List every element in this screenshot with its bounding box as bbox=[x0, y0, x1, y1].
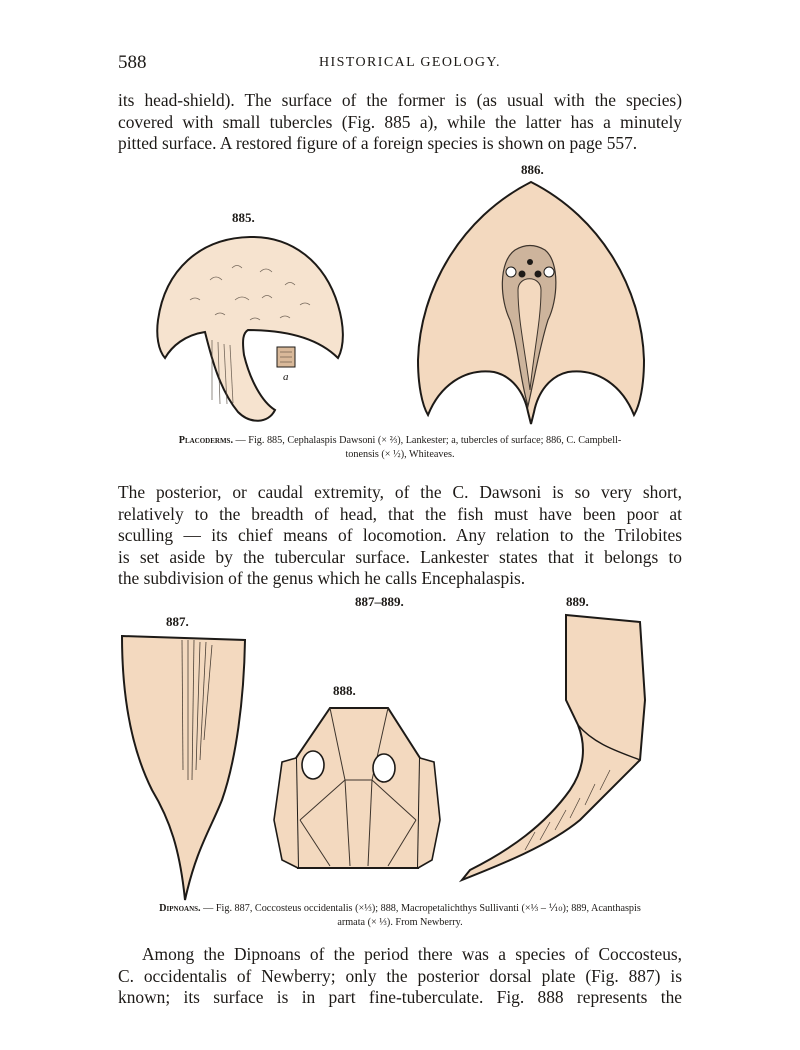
paragraph-line: pitted surface. A restored figure of a foreign species is shown on page 557. bbox=[118, 133, 638, 153]
inset-label-a: a bbox=[283, 371, 289, 383]
paragraph-line: known; its surface is in part fine-tuberculate. Fig. 888 represents the bbox=[118, 987, 682, 1007]
coccosteus-plate-drawing bbox=[122, 636, 245, 900]
figure-label-889: 889. bbox=[566, 594, 589, 609]
paragraph-line: Among the Dipnoans of the period there was a species of Coccosteus, bbox=[142, 944, 682, 964]
caption-text: — Fig. 885, Cephalaspis Dawsoni (× ⅔), Lankester; a, tubercles of surface; 886, C. Campbell- bbox=[233, 435, 622, 446]
caption-dipnoans bbox=[118, 902, 682, 930]
paragraph-line: is set aside by the tubercular surface. Lankester states that it belongs to bbox=[118, 546, 682, 567]
caption-text: — Fig. 887, Coccosteus occidentalis (×⅓); 888, Macropetalichthys Sullivanti (×⅓ – ⅒); 889, Acanthaspis bbox=[200, 903, 641, 914]
running-head: HISTORICAL GEOLOGY. bbox=[319, 55, 501, 70]
paragraph-line: relatively to the breadth of head, that the fish must have been poor at bbox=[118, 503, 682, 524]
paragraph-3 bbox=[118, 944, 682, 1009]
acanthaspis-spine-drawing bbox=[462, 615, 645, 880]
figure-label-888: 888. bbox=[333, 683, 356, 698]
caption-lead: Placoderms. bbox=[178, 435, 233, 446]
paragraph-line: The posterior, or caudal extremity, of the C. Dawsoni is so very short, bbox=[118, 482, 682, 502]
page-number: 588 bbox=[118, 52, 147, 73]
macropetalichthys-skull-drawing bbox=[274, 708, 440, 868]
figure-label-887: 887. bbox=[166, 614, 189, 629]
paragraph-line: the subdivision of the genus which he calls Encephalaspis. bbox=[118, 568, 526, 588]
paragraph-line: its head-shield). The surface of the former is (as usual with the species) bbox=[118, 90, 682, 110]
paragraph-line: C. occidentalis of Newberry; only the posterior dorsal plate (Fig. 887) is bbox=[118, 965, 682, 986]
caption-text: tonensis (× ½), Whiteaves. bbox=[345, 449, 455, 460]
caption-text: armata (× ⅓). From Newberry. bbox=[337, 917, 463, 928]
paragraph-line: covered with small tubercles (Fig. 885 a), while the latter has a minutely bbox=[118, 111, 682, 132]
caption-lead: Dipnoans. bbox=[159, 903, 201, 914]
figure-group-label: 887–889. bbox=[355, 594, 404, 609]
figure-label-886: 886. bbox=[521, 162, 544, 177]
paragraph-line: sculling — its chief means of locomotion. Any relation to the Trilobites bbox=[118, 525, 682, 545]
figure-label-885: 885. bbox=[232, 210, 255, 225]
